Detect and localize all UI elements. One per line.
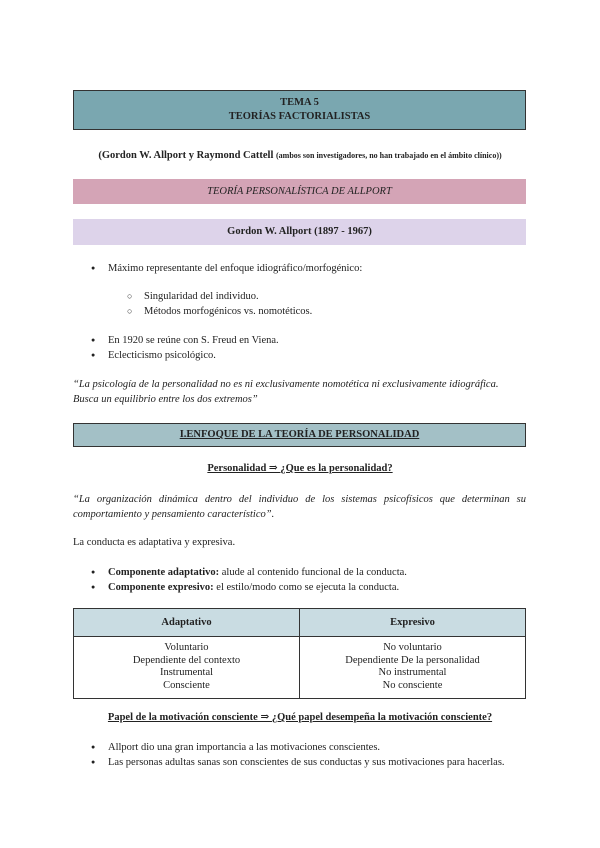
list-item: ○ Métodos morfogénicos vs. nomotéticos. (144, 304, 312, 319)
list-item: ● Máximo representante del enfoque idiográfico/morfogénico: (108, 261, 362, 276)
sub-bullet-list (144, 289, 312, 319)
list-item: ● Las personas adultas sanas son conscientes de sus conductas y sus motivaciones para hacerlas. (108, 755, 505, 770)
quote-line: comportamiento y pensamiento característico”. (73, 509, 275, 520)
heading-motivation: Papel de la motivación consciente ⇒ ¿Qué papel desempeña la motivación consciente? (107, 712, 493, 723)
subsection-title-allport: Gordon W. Allport (1897 - 1967) (73, 219, 526, 245)
column-header-expressive: Expresivo (300, 609, 526, 637)
adaptive-cell (74, 637, 300, 699)
quote-line: “La psicología de la personalidad no es ni exclusivamente nomotética ni exclusivamente idiográfica. (73, 379, 499, 390)
conduct-text: La conducta es adaptativa y expresiva. (73, 537, 236, 548)
table-row (74, 637, 526, 699)
authors-names: (Gordon W. Allport y Raymond Cattell (98, 150, 274, 161)
list-item (108, 565, 407, 580)
bullet-list-2 (108, 333, 279, 363)
section-title-approach: I.ENFOQUE DE LA TEORÍA DE PERSONALIDAD (73, 423, 526, 447)
cell-line: No voluntario (383, 642, 442, 653)
component-text: alude al contenido funcional de la conducta. (219, 567, 407, 578)
bullet-list-1 (108, 261, 362, 276)
expressive-cell (300, 637, 526, 699)
section-title-allport-theory: TEORÍA PERSONALÍSTICA DE ALLPORT (73, 179, 526, 204)
cell-line: Consciente (163, 679, 210, 691)
list-item: ● Allport dio una gran importancia a las motivaciones conscientes. (108, 740, 505, 755)
authors-line (0, 150, 600, 161)
comparison-table (73, 608, 526, 699)
list-item: ● En 1920 se reúne con S. Freud en Viena. (108, 333, 279, 348)
bullet-list-3 (108, 740, 505, 770)
allport-quote (73, 377, 526, 407)
cell-line: Instrumental (159, 667, 214, 678)
cell-line: Dependiente De la personalidad (345, 654, 480, 666)
quote-line: “La organización dinámica dentro del individuo de los sistemas psicofísicos que determinan su (73, 494, 526, 505)
table-header-row (74, 609, 526, 637)
column-header-adaptive: Adaptativo (74, 609, 300, 637)
topic-title-box (73, 90, 526, 130)
component-label: Componente adaptativo: (108, 567, 220, 578)
cell-line: Dependiente del contexto (132, 654, 241, 666)
list-item: ○ Singularidad del individuo. (144, 289, 312, 304)
cell-line: Voluntario (164, 642, 209, 653)
list-item (108, 580, 407, 595)
components-list (108, 565, 407, 595)
topic-number: TEMA 5 (280, 97, 319, 108)
component-text: el estilo/modo como se ejecuta la conducta. (213, 582, 400, 593)
component-label: Componente expresivo: (108, 582, 214, 593)
cell-line: No consciente (382, 679, 443, 691)
topic-title: TEORÍAS FACTORIALISTAS (228, 111, 371, 122)
heading-personality: Personalidad ⇒ ¿Que es la personalidad? (207, 463, 393, 474)
list-item: ● Eclecticismo psicológico. (108, 348, 279, 363)
quote-line: Busca un equilibrio entre los dos extremos” (73, 394, 258, 405)
cell-line: No instrumental (378, 667, 447, 678)
authors-note: (ambos son investigadores, no han trabajado en el ámbito clínico)) (276, 151, 502, 160)
personality-definition-quote (73, 492, 526, 522)
